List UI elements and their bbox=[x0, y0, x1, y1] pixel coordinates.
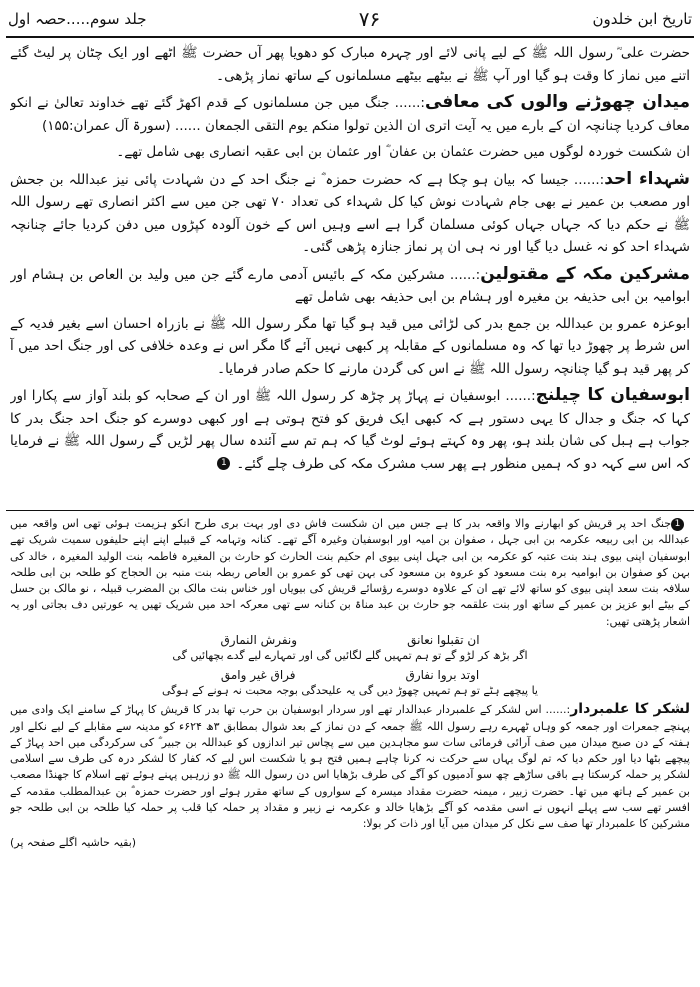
poem-verse: ونفرش النمارق bbox=[220, 633, 298, 648]
main-text bbox=[10, 42, 690, 508]
paragraph: ابوعزہ عمرو بن عبداللہ بن جمع بدر کی لڑائی میں قید ہو گیا تھا مگر رسول اللہ ﷺ نے بازراہ احسان اسے بغیر فدیہ کے اس شرط پر چھوڑ دیا تھا کہ وہ مسلمانوں کے مقابلہ پر کبھی نہیں آئے گا مگر اس نے وعدہ خلافی کی اور جنگ احد میں آ کر پھر قید ہو گیا چنانچہ رسول اللہ ﷺ نے اس کی گردن مارنے کا حکم صادر فرمایا۔ bbox=[10, 315, 690, 377]
poem-couplet bbox=[10, 632, 690, 648]
page-header bbox=[8, 6, 692, 32]
paragraph-text: :...... مشرکین مکہ کے بائیس آدمی مارے گئے جن میں ولید بن العاص بن ہشام اور ابوامیہ بن ابی حذیفہ بن مغیرہ اور ہشام بن ابی حذیفہ بھی شامل تھے bbox=[10, 266, 690, 305]
poem-translation: یا پیچھے ہٹے تو ہم تمہیں چھوڑ دیں گی یہ علیحدگی بوجہ محبت نہ ہونے کے ہوگی bbox=[161, 683, 538, 697]
footnote-text: :...... اس لشکر کے علمبردار عبدالدار تھے اور سردار ابوسفیان بن حرب تھا بدر کا قریش کا پہاڑ کے سامنے ایک وادی میں پہنچے جمعرات اور جمعہ کو وہاں ٹھہرے رہے رسول اللہ ﷺ جمعہ کے دن نماز کے بعد شوال بمطابق ۳ھ ۶۲۴ء کو مدینہ سے مقابلے کے لیے نکلے اور ہفتہ کے دن صبح میدان میں صف آرائی فرمائی سات سو مجاہدین میں سے پچاس تیر اندازوں کو عبداللہ بن جبیر ؓ کی سرکردگی میں احد پہاڑ کے پیچھے بٹھا دیا اور حکم دیا کہ تم لوگ یہاں سے حرکت نہ کرنا چاہے ہمیں فتح ہو یا شکست اس لیے کہ کفار کا لشکر درہ کی طرف سے اسلامی لشکر پر حملہ کرسکتا ہے باقی ساڑھے چھ سو آدمیوں کو آگے کی طرف بڑھایا اس دن رسول اللہ ﷺ دو زرہیں پہنے ہوئے تھے اسلام کا جھنڈا مصعب بن عمیر کے ہاتھ میں تھا۔ حضرت زبیر ، میمنہ حضرت مقداد میسرہ کے سواروں کے ساتھ مقرر ہوئے اور حضرت حمزہ ؓ بن عبدالمطلب مقدمہ کے افسر تھے سب سے پہلے انہوں نے اسی مقدمہ کو آگے بڑھایا خالد و عکرمہ نے زبیر و مقداد پر حملہ کیا قلب پر حملہ کیا طلحہ بن ابی طلحہ جو مشرکین کا علمبردار تھا صف سے نکل کر میدان میں آیا اور ذات کر بولا: bbox=[10, 703, 690, 831]
poem-verse: ان تقبلوا نعانق bbox=[407, 633, 480, 648]
poem-couplet bbox=[10, 667, 690, 683]
footnote-area bbox=[10, 516, 690, 984]
book-title: تاریخ ابن خلدون bbox=[592, 10, 692, 28]
footnote-text: جنگ احد پر قریش کو ابھارنے والا واقعہ بدر کا ہے جس میں ان شکست فاش دی اور بہت بری طرح انکو ہزیمت ہوئی تھی اس واقعہ میں عبداللہ بن ابی ربیعہ عکرمہ بن ابی جہل ، صفوان بن امیہ اور ابوسفیان وغیرہ آگے تھے۔ کنانہ وتہامہ کے قبیلے اپنے اپنے حلیفوں سمیت شریک تھے ابوسفیان اپنی بیوی ہند بنت عتبہ کو عکرمہ بن ابی جہل اپنی بیوی ام حکیم بنت الحارث کو حارث بن المغیرہ فاطمہ بنت الولید المغیرہ ، خالد کی بہن کو صفوان بن ابوامیہ برہ بنت مسعود کو عروہ بن مسعود کی بہن تھی کو عمرو بن العاص ربطہ بنت منبہ بن الحجاج کو طلحہ بن ابی طلحہ سلافہ بنت سعد اپنی بیوی کو ساتھ لائے تھے ان کے علاوہ دوسرے رؤسائے قریش کی بیویاں اور خناس بنت مالک بن المضرب قبیلہ ، نو مالک بن حسل کے بیٹے ابو عزیز بن عمیر کے ساتھ اور بنت علقمہ جو حارث بن عبد مناۃ بن کنانہ سے تھی معرکہ احد میں شریک تھیں یہ عورتیں دف بجاتی اور یہ اشعار پڑھتی تھیں: bbox=[10, 517, 690, 628]
poem-translation: اگر بڑھ کر لڑو گے تو ہم تمہیں گلے لگائیں گی اور تمہارے لیے گدے بچھائیں گی bbox=[172, 649, 528, 663]
paragraph bbox=[10, 263, 690, 309]
section-heading: شہداء احد bbox=[604, 168, 690, 189]
volume-part: جلد سوم.....حصہ اول bbox=[8, 10, 147, 28]
section-heading: مشرکین مکہ کے مقتولین bbox=[480, 263, 690, 284]
poem-verse: اوتد بروا نفارق bbox=[405, 667, 480, 682]
paragraph-text: :...... ابوسفیان نے پہاڑ پر چڑھ کر رسول اللہ ﷺ اور ان کے صحابہ کو بلند آواز سے پکارا اور کہا کہ جنگ و جدال کا یہی دستور ہے کہ کبھی ایک فریق کو فتح ہوتی ہے اور کبھی دوسرے کو جنگ احد جنگ بدر کا جواب ہے ہبل کی شان بلند ہو، پھر وہ کہتے ہوئے لوٹ گیا کہ ہم تم سے آئندہ سال پھر لڑیں گے رسول اللہ ﷺ نے فرمایا کہ اس سے کہہ دو کہ ہمیں منظور ہے پھر سب مشرک مکہ کی طرف چلے گئے۔ bbox=[10, 388, 690, 472]
footnote-reference[interactable]: 1 bbox=[217, 457, 230, 470]
paragraph: حضرت علی ؓ رسول اللہ ﷺ کے لیے پانی لائے اور چہرہ مبارک کو دھویا پھر آں حضرت ﷺ اٹھے اور ایک چٹان پر لیٹ گئے اتنے میں نماز کا وقت ہو گیا اور آپ ﷺ نے بیٹھے بیٹھے مسلمانوں کے ساتھ نماز پڑھی۔ bbox=[10, 45, 690, 84]
page-number: ۷۶ bbox=[358, 7, 381, 31]
footnote-paragraph bbox=[10, 516, 690, 630]
paragraph: ان شکست خوردہ لوگوں میں حضرت عثمان بن عفان ؓ اور عثمان بن ابی عقبہ انصاری بھی شامل تھے۔ bbox=[116, 144, 690, 160]
paragraph bbox=[10, 384, 690, 475]
paragraph bbox=[10, 91, 690, 137]
footnote-rule bbox=[6, 510, 694, 511]
section-heading: ابوسفیان کا چیلنج bbox=[535, 385, 690, 405]
paragraph-text: :...... جنگ میں جن مسلمانوں کے قدم اکھڑ گئے تھے خداوند تعالیٰ نے انکو معاف کردیا چنانچہ ان کے بارے میں یہ آیت اتری ان الذین تولوا منکم یوم التقی الجمعان ...... (سورۃ آل عمران:۱۵۵) bbox=[10, 95, 690, 134]
continued-note bbox=[10, 835, 690, 851]
paragraph bbox=[10, 168, 690, 259]
footnote-paragraph bbox=[10, 701, 690, 832]
continued-text: (بقیہ حاشیہ اگلے صفحہ پر) bbox=[10, 835, 137, 849]
section-heading: میدان چھوڑنے والوں کی معافی bbox=[424, 92, 690, 112]
poem-verse: فراق غیر وامق bbox=[220, 667, 296, 682]
footnote-marker: 1 bbox=[671, 518, 684, 531]
footnote-heading: لشکر کا علمبردار bbox=[570, 701, 690, 718]
paragraph-text: :...... جیسا کہ بیان ہو چکا ہے کہ حضرت حمزہ ؓ نے جنگ احد کے دن شہادت پائی نیز عبداللہ بن جحش اور مصعب بن عمیر نے بھی جام شہادت نوش کیا کل شہداء کی تعداد ۷۰ تھی جن میں سے اکثر انصاری تھے رسول اللہ ﷺ نے حکم دیا کہ جہاں جہاں کوئی مسلمان گرا ہے اسے وہیں اس کے خون آلودہ کپڑوں میں دفن کردیا جائے چنانچہ شہداء احد کو نہ غسل دیا گیا اور نہ ہی ان پر نماز جنازہ پڑھی گئی۔ bbox=[10, 171, 690, 255]
header-rule bbox=[6, 36, 694, 38]
